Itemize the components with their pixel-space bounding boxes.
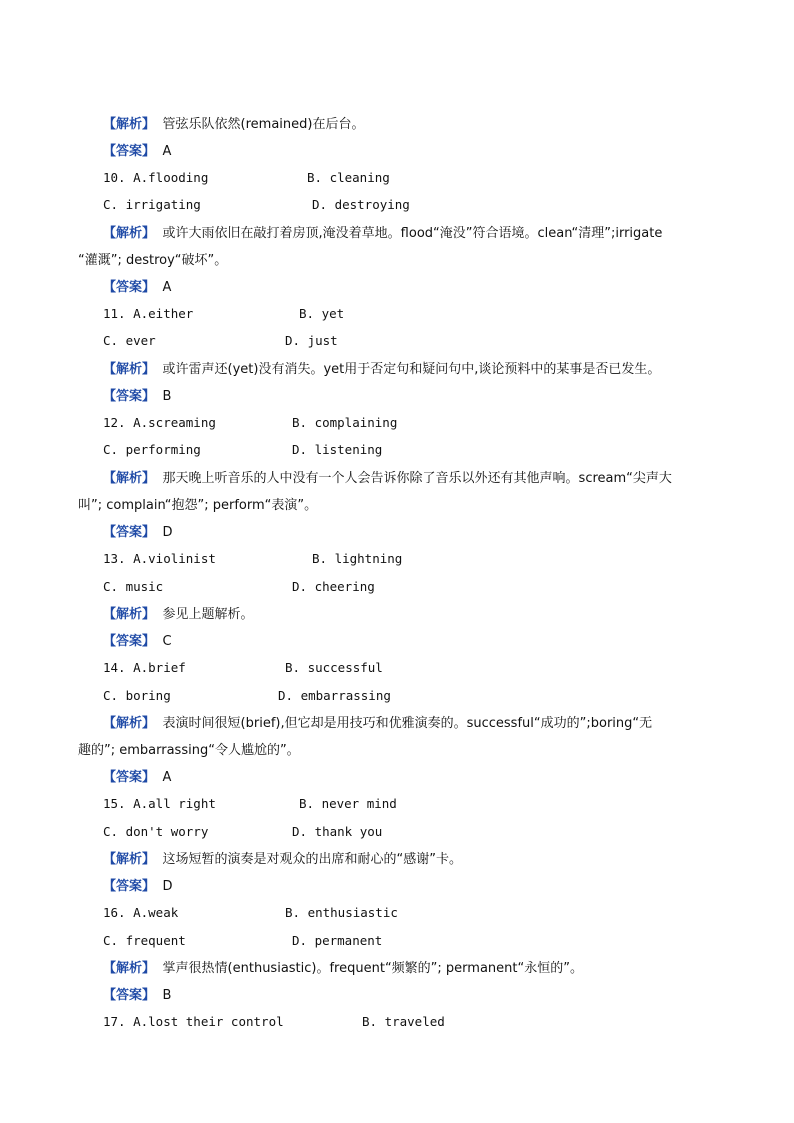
option-a: 14. A.brief bbox=[103, 660, 186, 675]
answer-tag: 【答案】 bbox=[103, 280, 156, 295]
analysis-text: 表演时间很短(brief),但它却是用技巧和优雅演奏的。successful“成功的”;boring“无 bbox=[162, 716, 653, 731]
analysis-line bbox=[103, 850, 462, 869]
option-a: C. performing bbox=[103, 442, 201, 457]
analysis-tag: 【解析】 bbox=[103, 471, 156, 486]
analysis-text: 或许大雨依旧在敲打着房顶,淹没着草地。flood“淹没”符合语境。clean“清理”;irrigate bbox=[162, 226, 663, 241]
analysis-tag: 【解析】 bbox=[103, 362, 156, 377]
answer-value: A bbox=[162, 144, 172, 159]
option-b: D. permanent bbox=[292, 933, 383, 948]
analysis-tag: 【解析】 bbox=[103, 226, 156, 241]
analysis-continuation bbox=[78, 251, 227, 270]
option-b: B. complaining bbox=[292, 415, 398, 430]
option-b: D. embarrassing bbox=[278, 688, 391, 703]
answer-tag: 【答案】 bbox=[103, 988, 156, 1003]
analysis-continuation bbox=[78, 741, 300, 760]
answer-value: A bbox=[162, 280, 172, 295]
answer-line bbox=[103, 387, 171, 406]
answer-line bbox=[103, 142, 171, 161]
analysis-line bbox=[103, 959, 583, 978]
analysis-line bbox=[103, 115, 364, 134]
option-a: 11. A.either bbox=[103, 306, 194, 321]
answer-value: A bbox=[162, 770, 172, 785]
option-a: C. music bbox=[103, 579, 164, 594]
option-b: B. traveled bbox=[362, 1014, 445, 1029]
analysis-line bbox=[103, 605, 254, 624]
analysis-tag: 【解析】 bbox=[103, 716, 156, 731]
analysis-text: 那天晚上听音乐的人中没有一个人会告诉你除了音乐以外还有其他声响。scream“尖声大 bbox=[162, 471, 672, 486]
option-a: C. irrigating bbox=[103, 197, 201, 212]
analysis-tag: 【解析】 bbox=[103, 607, 156, 622]
option-a: 16. A.weak bbox=[103, 905, 179, 920]
answer-tag: 【答案】 bbox=[103, 525, 156, 540]
analysis-line bbox=[103, 224, 662, 243]
analysis-text: 管弦乐队依然(remained)在后台。 bbox=[162, 117, 365, 132]
answer-value: D bbox=[162, 879, 173, 894]
answer-value: C bbox=[162, 634, 172, 649]
option-a: C. frequent bbox=[103, 933, 186, 948]
option-a: 17. A.lost their control bbox=[103, 1014, 284, 1029]
answer-line bbox=[103, 986, 171, 1005]
analysis-text: 叫”; complain“抱怨”; perform“表演”。 bbox=[78, 498, 318, 513]
answer-tag: 【答案】 bbox=[103, 879, 156, 894]
analysis-line bbox=[103, 360, 660, 379]
analysis-line bbox=[103, 469, 672, 488]
option-b: B. enthusiastic bbox=[285, 905, 398, 920]
option-b: B. lightning bbox=[312, 551, 403, 566]
answer-line bbox=[103, 632, 172, 651]
option-b: B. successful bbox=[285, 660, 383, 675]
option-a: 10. A.flooding bbox=[103, 170, 209, 185]
answer-value: B bbox=[162, 389, 172, 404]
analysis-text: 掌声很热情(enthusiastic)。frequent“频繁的”; permanent“永恒的”。 bbox=[162, 961, 583, 976]
option-a: C. don't worry bbox=[103, 824, 209, 839]
answer-value: D bbox=[162, 525, 173, 540]
answer-line bbox=[103, 768, 171, 787]
analysis-text: 这场短暂的演奏是对观众的出席和耐心的“感谢”卡。 bbox=[162, 852, 463, 867]
option-b: B. yet bbox=[299, 306, 345, 321]
option-a: 15. A.all right bbox=[103, 796, 216, 811]
option-b: B. cleaning bbox=[307, 170, 390, 185]
option-b: D. just bbox=[285, 333, 338, 348]
option-a: 13. A.violinist bbox=[103, 551, 216, 566]
analysis-tag: 【解析】 bbox=[103, 117, 156, 132]
analysis-text: “灌溉”; destroy“破坏”。 bbox=[78, 253, 228, 268]
answer-tag: 【答案】 bbox=[103, 144, 156, 159]
answer-tag: 【答案】 bbox=[103, 389, 156, 404]
analysis-tag: 【解析】 bbox=[103, 961, 156, 976]
answer-line bbox=[103, 523, 173, 542]
answer-value: B bbox=[162, 988, 172, 1003]
analysis-line bbox=[103, 714, 652, 733]
analysis-text: 趣的”; embarrassing“令人尴尬的”。 bbox=[78, 743, 300, 758]
analysis-text: 或许雷声还(yet)没有消失。yet用于否定句和疑问句中,谈论预料中的某事是否已发生。 bbox=[162, 362, 661, 377]
option-a: 12. A.screaming bbox=[103, 415, 216, 430]
analysis-tag: 【解析】 bbox=[103, 852, 156, 867]
answer-line bbox=[103, 877, 173, 896]
option-b: D. cheering bbox=[292, 579, 375, 594]
analysis-text: 参见上题解析。 bbox=[162, 607, 254, 622]
option-a: C. ever bbox=[103, 333, 156, 348]
analysis-continuation bbox=[78, 496, 317, 515]
answer-tag: 【答案】 bbox=[103, 634, 156, 649]
option-b: D. destroying bbox=[312, 197, 410, 212]
option-a: C. boring bbox=[103, 688, 171, 703]
option-b: B. never mind bbox=[299, 796, 397, 811]
answer-line bbox=[103, 278, 171, 297]
option-b: D. thank you bbox=[292, 824, 383, 839]
answer-tag: 【答案】 bbox=[103, 770, 156, 785]
option-b: D. listening bbox=[292, 442, 383, 457]
